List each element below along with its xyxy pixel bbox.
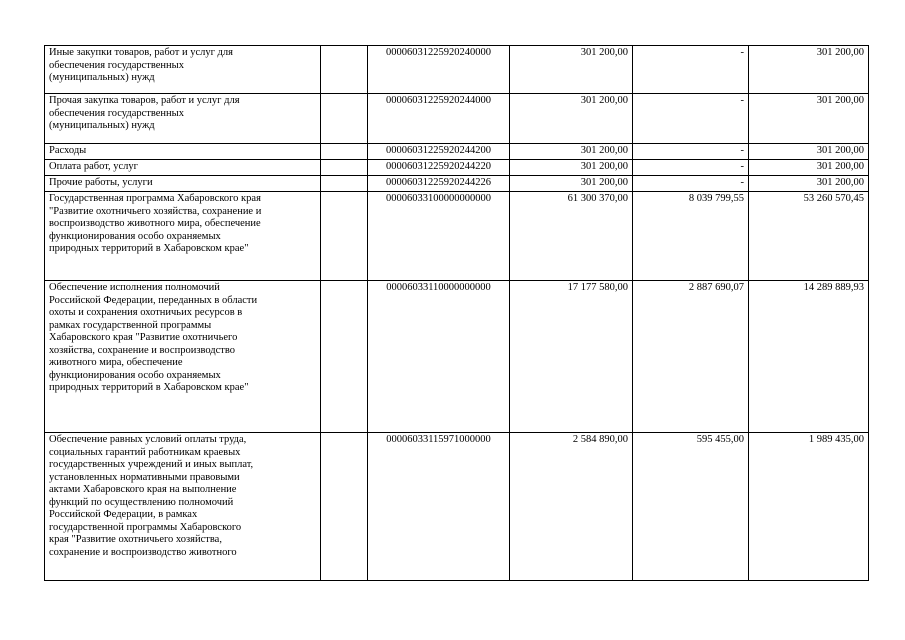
- row-budget-code: 00006031225920244000: [368, 94, 510, 144]
- row-approved-amount: 17 177 580,00: [510, 281, 633, 433]
- row-line-code: [321, 192, 368, 281]
- row-approved-amount: 301 200,00: [510, 176, 633, 192]
- row-line-code: [321, 160, 368, 176]
- row-remaining-amount: 301 200,00: [749, 144, 869, 160]
- row-name: Государственная программа Хабаровского края "Развитие охотничьего хозяйства, сохранение и воспроизводство животного мира, обеспечение функционирования особо охраняемых природных территорий в Хабаровском крае": [45, 192, 321, 281]
- table-row: [45, 433, 869, 581]
- row-name: Прочие работы, услуги: [45, 176, 321, 192]
- row-approved-amount: 61 300 370,00: [510, 192, 633, 281]
- table-row: [45, 160, 869, 176]
- row-remaining-amount: 14 289 889,93: [749, 281, 869, 433]
- row-line-code: [321, 281, 368, 433]
- row-name: Обеспечение исполнения полномочий Российской Федерации, переданных в области охоты и сохранения охотничьих ресурсов в рамках государственной программы Хабаровского края "Развитие охотничьего хозяйства, сохранение и воспроизводство животного мира, обеспечение функционирования особо охраняемых природных территорий в Хабаровском крае": [45, 281, 321, 433]
- row-budget-code: 00006033100000000000: [368, 192, 510, 281]
- row-remaining-amount: 301 200,00: [749, 94, 869, 144]
- row-remaining-amount: 301 200,00: [749, 46, 869, 94]
- row-budget-code: 00006031225920240000: [368, 46, 510, 94]
- row-line-code: [321, 144, 368, 160]
- table-row: [45, 176, 869, 192]
- table-row: [45, 281, 869, 433]
- row-remaining-amount: 301 200,00: [749, 176, 869, 192]
- row-executed-amount: 2 887 690,07: [633, 281, 749, 433]
- row-approved-amount: 301 200,00: [510, 46, 633, 94]
- row-budget-code: 00006033110000000000: [368, 281, 510, 433]
- table-row: [45, 192, 869, 281]
- row-approved-amount: 301 200,00: [510, 94, 633, 144]
- row-approved-amount: 2 584 890,00: [510, 433, 633, 581]
- table-row: [45, 46, 869, 94]
- row-executed-amount: 595 455,00: [633, 433, 749, 581]
- row-remaining-amount: 53 260 570,45: [749, 192, 869, 281]
- table-row: [45, 144, 869, 160]
- row-executed-amount: -: [633, 176, 749, 192]
- row-executed-amount: 8 039 799,55: [633, 192, 749, 281]
- row-budget-code: 00006031225920244220: [368, 160, 510, 176]
- row-executed-amount: -: [633, 94, 749, 144]
- table-row: [45, 94, 869, 144]
- row-name: Обеспечение равных условий оплаты труда, социальных гарантий работникам краевых государственных учреждений и иных выплат, установленных нормативными правовыми актами Хабаровского края на выполнение функций по осуществлению полномочий Российской Федерации, в рамках государственной программы Хабаровского края "Развитие охотничьего хозяйства, сохранение и воспроизводство животного: [45, 433, 321, 581]
- row-approved-amount: 301 200,00: [510, 144, 633, 160]
- row-name: Оплата работ, услуг: [45, 160, 321, 176]
- row-name: Расходы: [45, 144, 321, 160]
- row-line-code: [321, 176, 368, 192]
- row-approved-amount: 301 200,00: [510, 160, 633, 176]
- row-executed-amount: -: [633, 46, 749, 94]
- row-budget-code: 00006033115971000000: [368, 433, 510, 581]
- row-line-code: [321, 433, 368, 581]
- row-remaining-amount: 301 200,00: [749, 160, 869, 176]
- row-executed-amount: -: [633, 144, 749, 160]
- row-name: Иные закупки товаров, работ и услуг для обеспечения государственных (муниципальных) нужд: [45, 46, 321, 94]
- row-remaining-amount: 1 989 435,00: [749, 433, 869, 581]
- row-budget-code: 00006031225920244226: [368, 176, 510, 192]
- row-line-code: [321, 46, 368, 94]
- budget-execution-table: [44, 45, 869, 581]
- row-budget-code: 00006031225920244200: [368, 144, 510, 160]
- row-executed-amount: -: [633, 160, 749, 176]
- row-line-code: [321, 94, 368, 144]
- row-name: Прочая закупка товаров, работ и услуг для обеспечения государственных (муниципальных) нужд: [45, 94, 321, 144]
